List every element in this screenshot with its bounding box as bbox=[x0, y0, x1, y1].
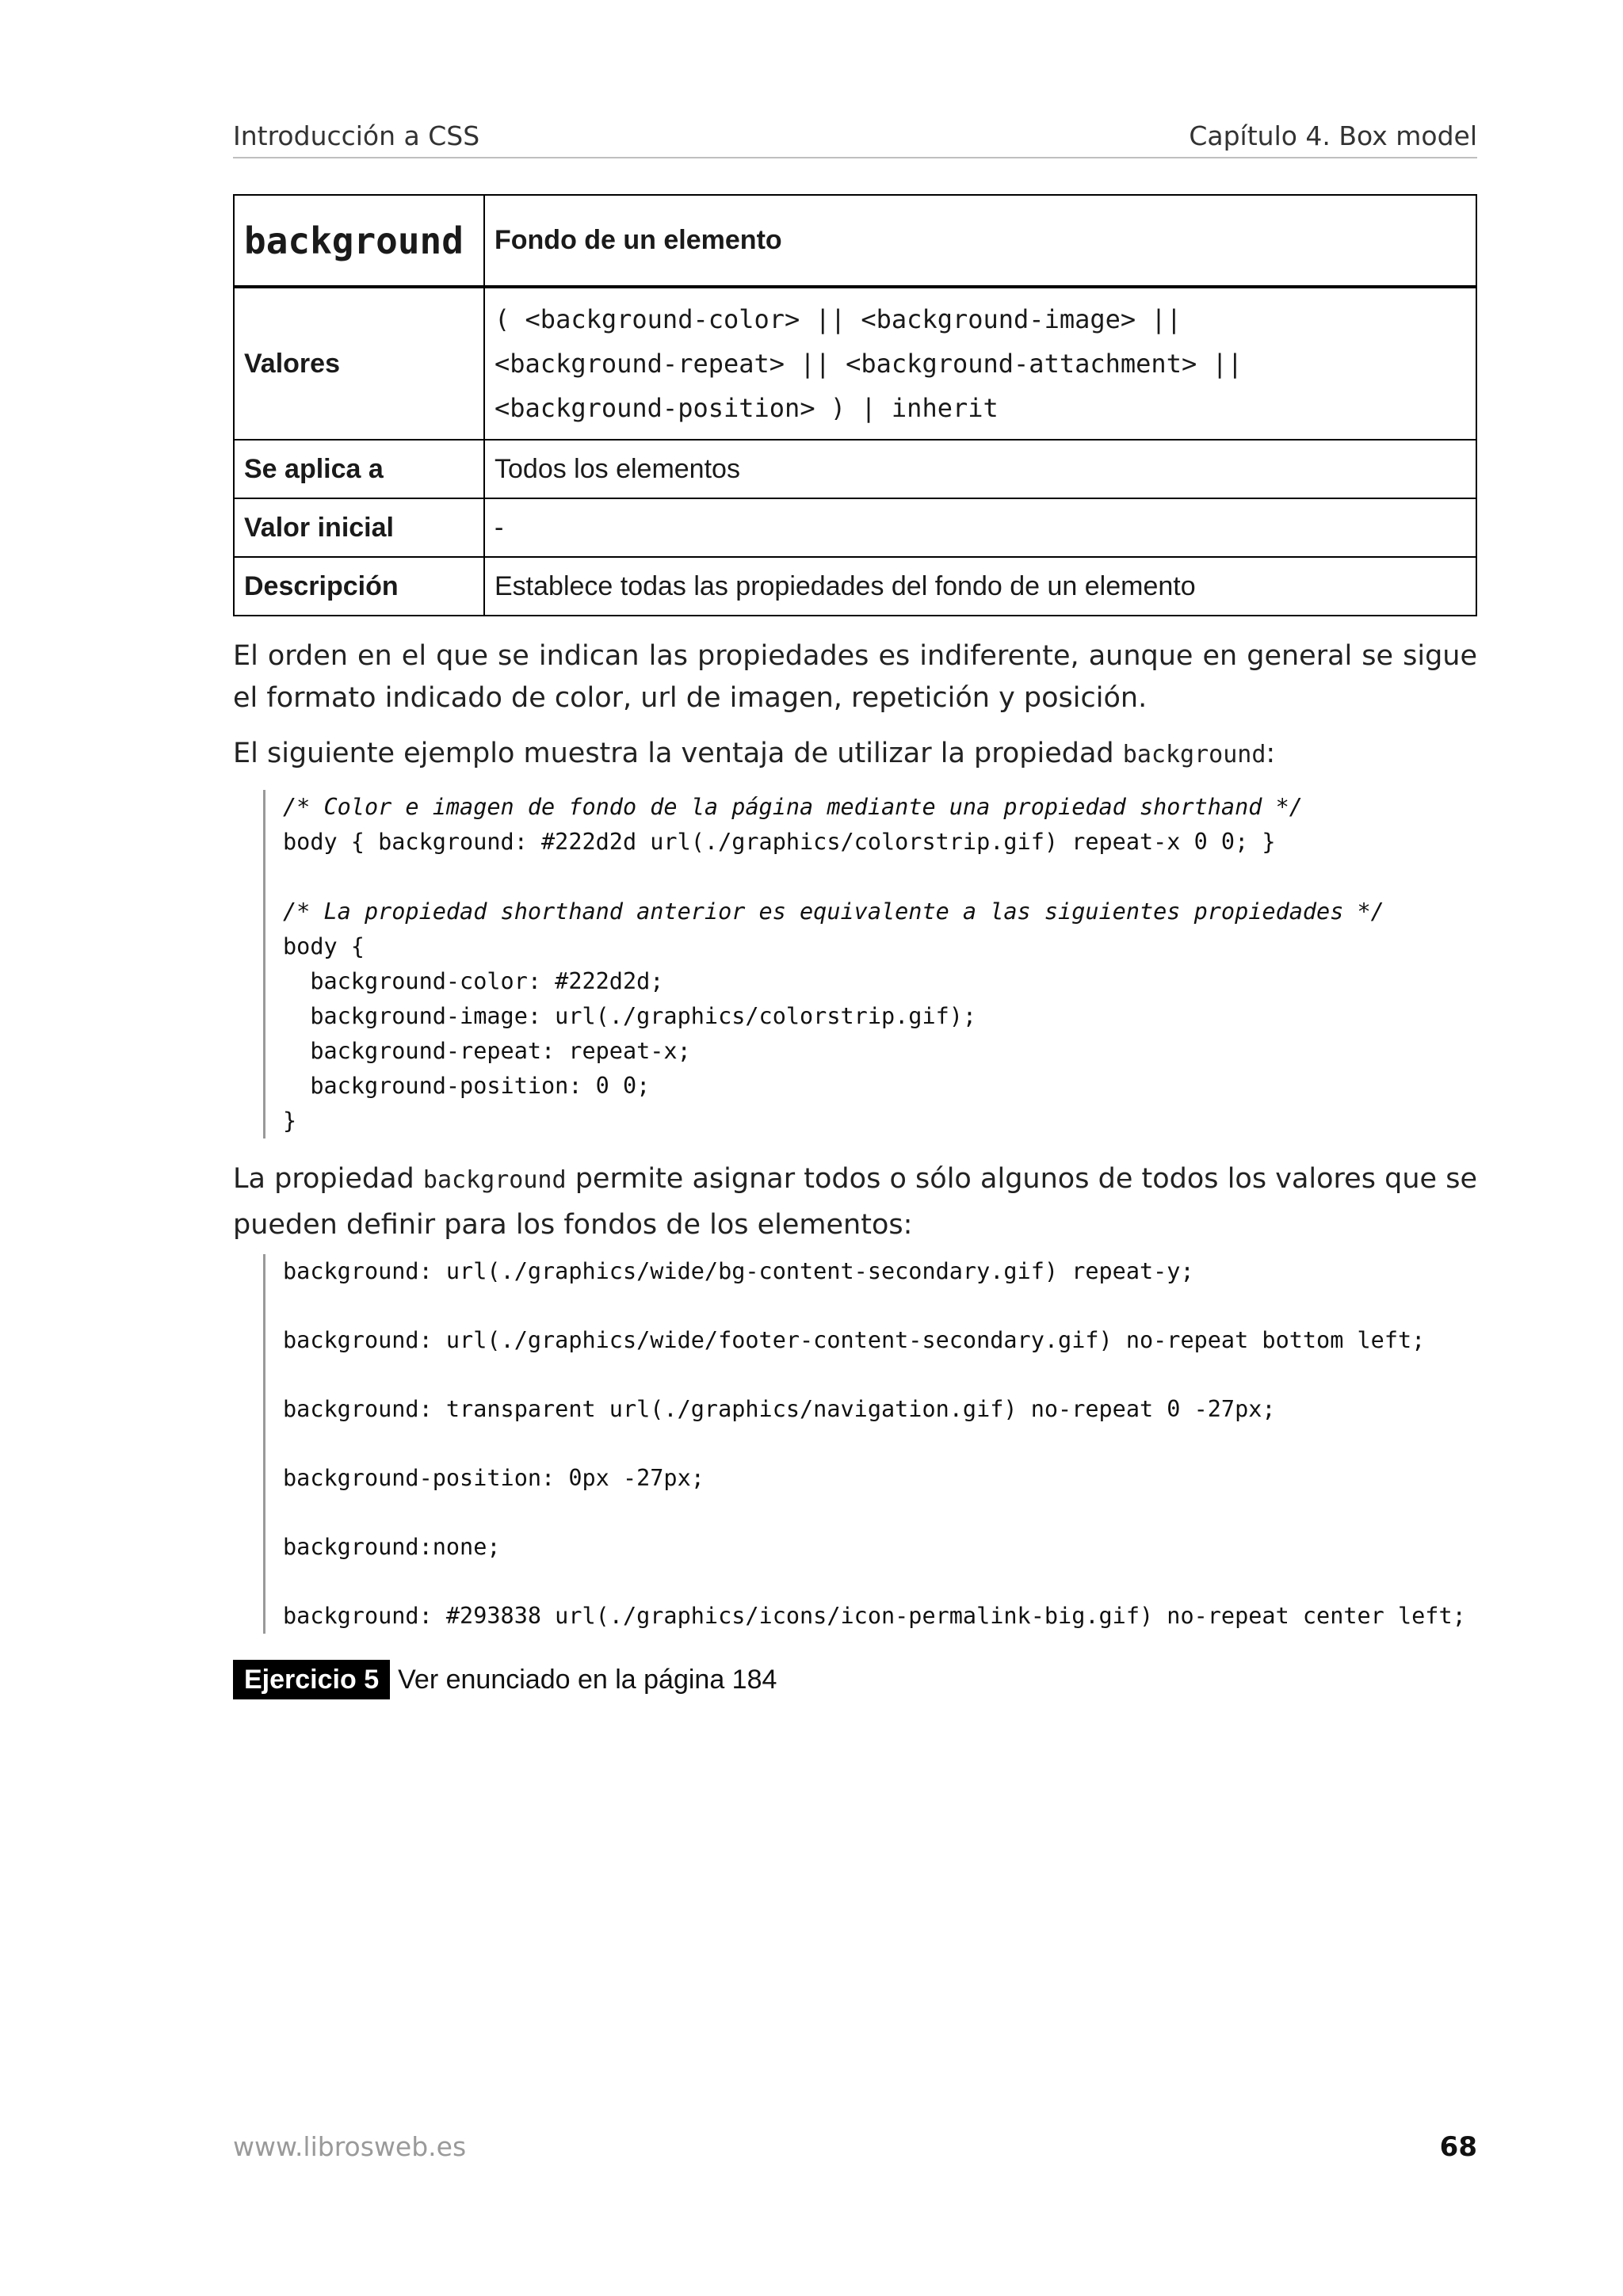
property-title: Fondo de un elemento bbox=[484, 195, 1476, 287]
code-line bbox=[283, 860, 1503, 894]
row-label-aplica: Se aplica a bbox=[234, 440, 484, 498]
code-block-shorthand-example bbox=[263, 790, 1503, 1138]
row-value-inicial: - bbox=[484, 498, 1476, 557]
property-row-inicial bbox=[234, 498, 1476, 557]
row-label-valores: Valores bbox=[234, 287, 484, 440]
code-line: body { bbox=[283, 933, 365, 959]
code-line: background-repeat: repeat-x; bbox=[283, 1038, 691, 1064]
property-row-aplica bbox=[234, 440, 1476, 498]
row-value-aplica: Todos los elementos bbox=[484, 440, 1476, 498]
code-line: background: transparent url(./graphics/navigation.gif) no-repeat 0 -27px; bbox=[283, 1396, 1276, 1422]
property-row-descripcion bbox=[234, 557, 1476, 616]
header-book-title: Introducción a CSS bbox=[233, 120, 480, 151]
row-value-valores bbox=[484, 287, 1476, 440]
paragraph-text: La propiedad bbox=[233, 1163, 423, 1195]
valores-line: <background-repeat> || <background-attachment> || bbox=[495, 349, 1243, 379]
paragraph-text: El siguiente ejemplo muestra la ventaja de utilizar la propiedad bbox=[233, 738, 1123, 769]
header-chapter-title: Capítulo 4. Box model bbox=[1189, 120, 1477, 151]
running-header bbox=[233, 119, 1477, 158]
code-line: /* La propiedad shorthand anterior es equivalente a las siguientes propiedades */ bbox=[283, 898, 1384, 925]
exercise-link-text[interactable]: Ver enunciado en la página 184 bbox=[398, 1665, 777, 1695]
paragraph-example-intro bbox=[233, 733, 1477, 776]
valores-line: <background-position> ) | inherit bbox=[495, 393, 999, 423]
code-line: background-position: 0px -27px; bbox=[283, 1465, 705, 1491]
row-label-inicial: Valor inicial bbox=[234, 498, 484, 557]
code-line: background-position: 0 0; bbox=[283, 1073, 651, 1099]
paragraph-order: El orden en el que se indican las propiedades es indiferente, aunque en general se sigue el formato indicado de color, url de imagen, repetición y posición. bbox=[233, 640, 1477, 714]
paragraph-text: permite asignar todos o sólo algunos de todos los valores que se pueden definir para los fondos de los elementos: bbox=[233, 1163, 1477, 1241]
code-line: background: #293838 url(./graphics/icons/icon-permalink-big.gif) no-repeat center left; bbox=[283, 1603, 1466, 1629]
code-line: /* Color e imagen de fondo de la página mediante una propiedad shorthand */ bbox=[283, 794, 1303, 820]
footer-page-number: 68 bbox=[1439, 2131, 1477, 2163]
code-block-background-values bbox=[263, 1254, 1503, 1634]
property-row-valores bbox=[234, 287, 1476, 440]
paragraph-text: : bbox=[1266, 738, 1276, 769]
code-line: background:none; bbox=[283, 1534, 501, 1560]
code-line: body { background: #222d2d url(./graphics/colorstrip.gif) repeat-x 0 0; } bbox=[283, 829, 1276, 855]
inline-code: background bbox=[422, 1166, 567, 1194]
valores-line: ( <background-color> || <background-image> || bbox=[495, 304, 1182, 334]
row-value-descripcion: Establece todas las propiedades del fondo de un elemento bbox=[484, 557, 1476, 616]
property-table bbox=[233, 194, 1477, 616]
row-label-descripcion: Descripción bbox=[234, 557, 484, 616]
footer-website[interactable]: www.librosweb.es bbox=[233, 2131, 467, 2162]
inline-code: background bbox=[1122, 741, 1266, 769]
exercise-badge: Ejercicio 5 bbox=[233, 1660, 390, 1699]
code-line: background: url(./graphics/wide/footer-content-secondary.gif) no-repeat bottom left; bbox=[283, 1327, 1426, 1353]
code-line: background-color: #222d2d; bbox=[283, 968, 664, 994]
exercise-reference bbox=[233, 1660, 777, 1699]
property-table-header-row bbox=[234, 195, 1476, 287]
code-line: } bbox=[283, 1108, 297, 1134]
property-name: background bbox=[234, 195, 484, 287]
paragraph-background-values bbox=[233, 1157, 1477, 1248]
code-line: background-image: url(./graphics/colorstrip.gif); bbox=[283, 1003, 977, 1029]
code-line: background: url(./graphics/wide/bg-content-secondary.gif) repeat-y; bbox=[283, 1258, 1194, 1284]
